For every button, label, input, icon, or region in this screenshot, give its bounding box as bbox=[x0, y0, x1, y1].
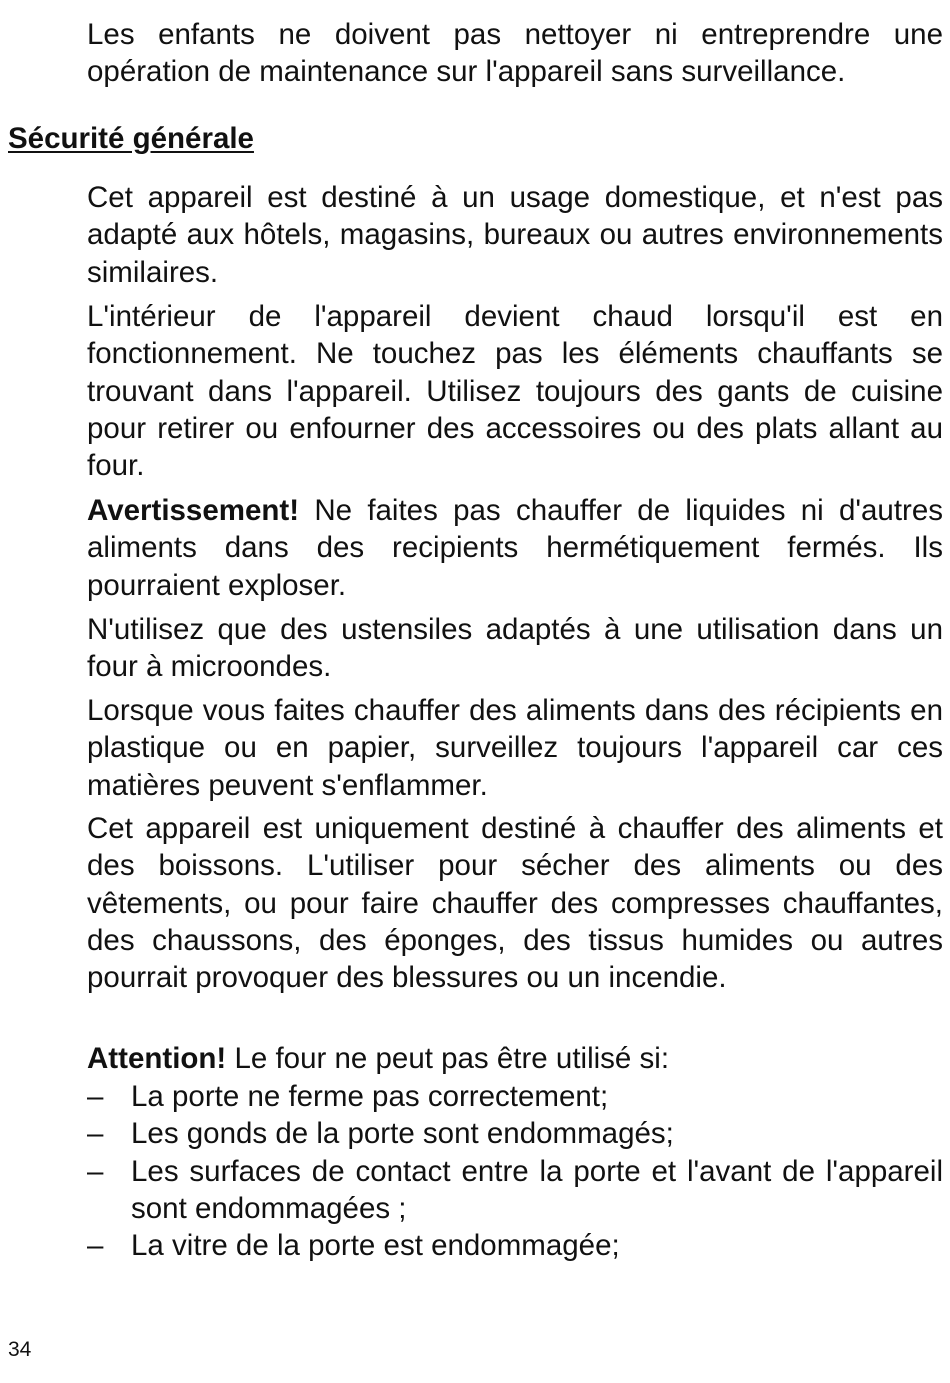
list-item-text: Les surfaces de contact entre la porte et l'avant de l'appareil sont endommagées ; bbox=[131, 1154, 943, 1225]
list-dash: – bbox=[87, 1080, 104, 1113]
list-item bbox=[87, 1115, 943, 1152]
list-dash: – bbox=[87, 1117, 104, 1151]
paragraph-intended-use: Cet appareil est uniquement destiné à chauffer des aliments et des boissons. L'utiliser pour sécher des aliments ou des vêtements, ou pour faire chauffer des compresses chauffantes, des chaussons, des éponges, des tissus humides ou autres pourrait provoquer des blessures ou un incendie. bbox=[87, 812, 943, 995]
section-heading: Sécurité générale bbox=[8, 122, 254, 155]
list-item-text: La porte ne ferme pas correctement; bbox=[131, 1080, 609, 1113]
attention-lead: Attention! bbox=[87, 1042, 227, 1075]
list-dash: – bbox=[87, 1154, 104, 1188]
list-item bbox=[87, 1153, 943, 1228]
page-number: 34 bbox=[8, 1338, 32, 1361]
condition-list bbox=[87, 1078, 943, 1264]
list-item bbox=[87, 1078, 943, 1115]
paragraph-domestic-use: Cet appareil est destiné à un usage domestique, et n'est pas adapté aux hôtels, magasins, bureaux ou autres environnements similaires. bbox=[87, 181, 943, 289]
paragraph-utensils: N'utilisez que des ustensiles adaptés à une utilisation dans un four à microondes. bbox=[87, 613, 943, 684]
attention-text: Le four ne peut pas être utilisé si: bbox=[226, 1042, 670, 1075]
paragraph-warning bbox=[87, 492, 943, 604]
list-dash: – bbox=[87, 1229, 104, 1263]
paragraph-plastic-paper: Lorsque vous faites chauffer des aliments dans des récipients en plastique ou en papier, surveillez toujours l'appareil car ces matières peuvent s'enflammer. bbox=[87, 694, 943, 802]
paragraph-attention bbox=[87, 1040, 943, 1077]
list-item bbox=[87, 1227, 943, 1264]
paragraph-hot-interior: L'intérieur de l'appareil devient chaud lorsqu'il est en fonctionnement. Ne touchez pas les éléments chauffants se trouvant dans l'appareil. Utilisez toujours des gants de cuisine pour retirer ou enfourner des accessoires ou des plats allant au four. bbox=[87, 300, 943, 483]
warning-lead: Avertissement! bbox=[87, 494, 300, 527]
intro-paragraph: Les enfants ne doivent pas nettoyer ni entreprendre une opération de maintenance sur l'appareil sans surveillance. bbox=[87, 18, 943, 89]
list-item-text: Les gonds de la porte sont endommagés; bbox=[131, 1117, 674, 1151]
warning-text: Ne faites pas chauffer de liquides ni d'autres aliments dans des recipients hermétiquement fermés. Ils pourraient exploser. bbox=[87, 494, 943, 602]
list-item-text: La vitre de la porte est endommagée; bbox=[131, 1229, 620, 1263]
